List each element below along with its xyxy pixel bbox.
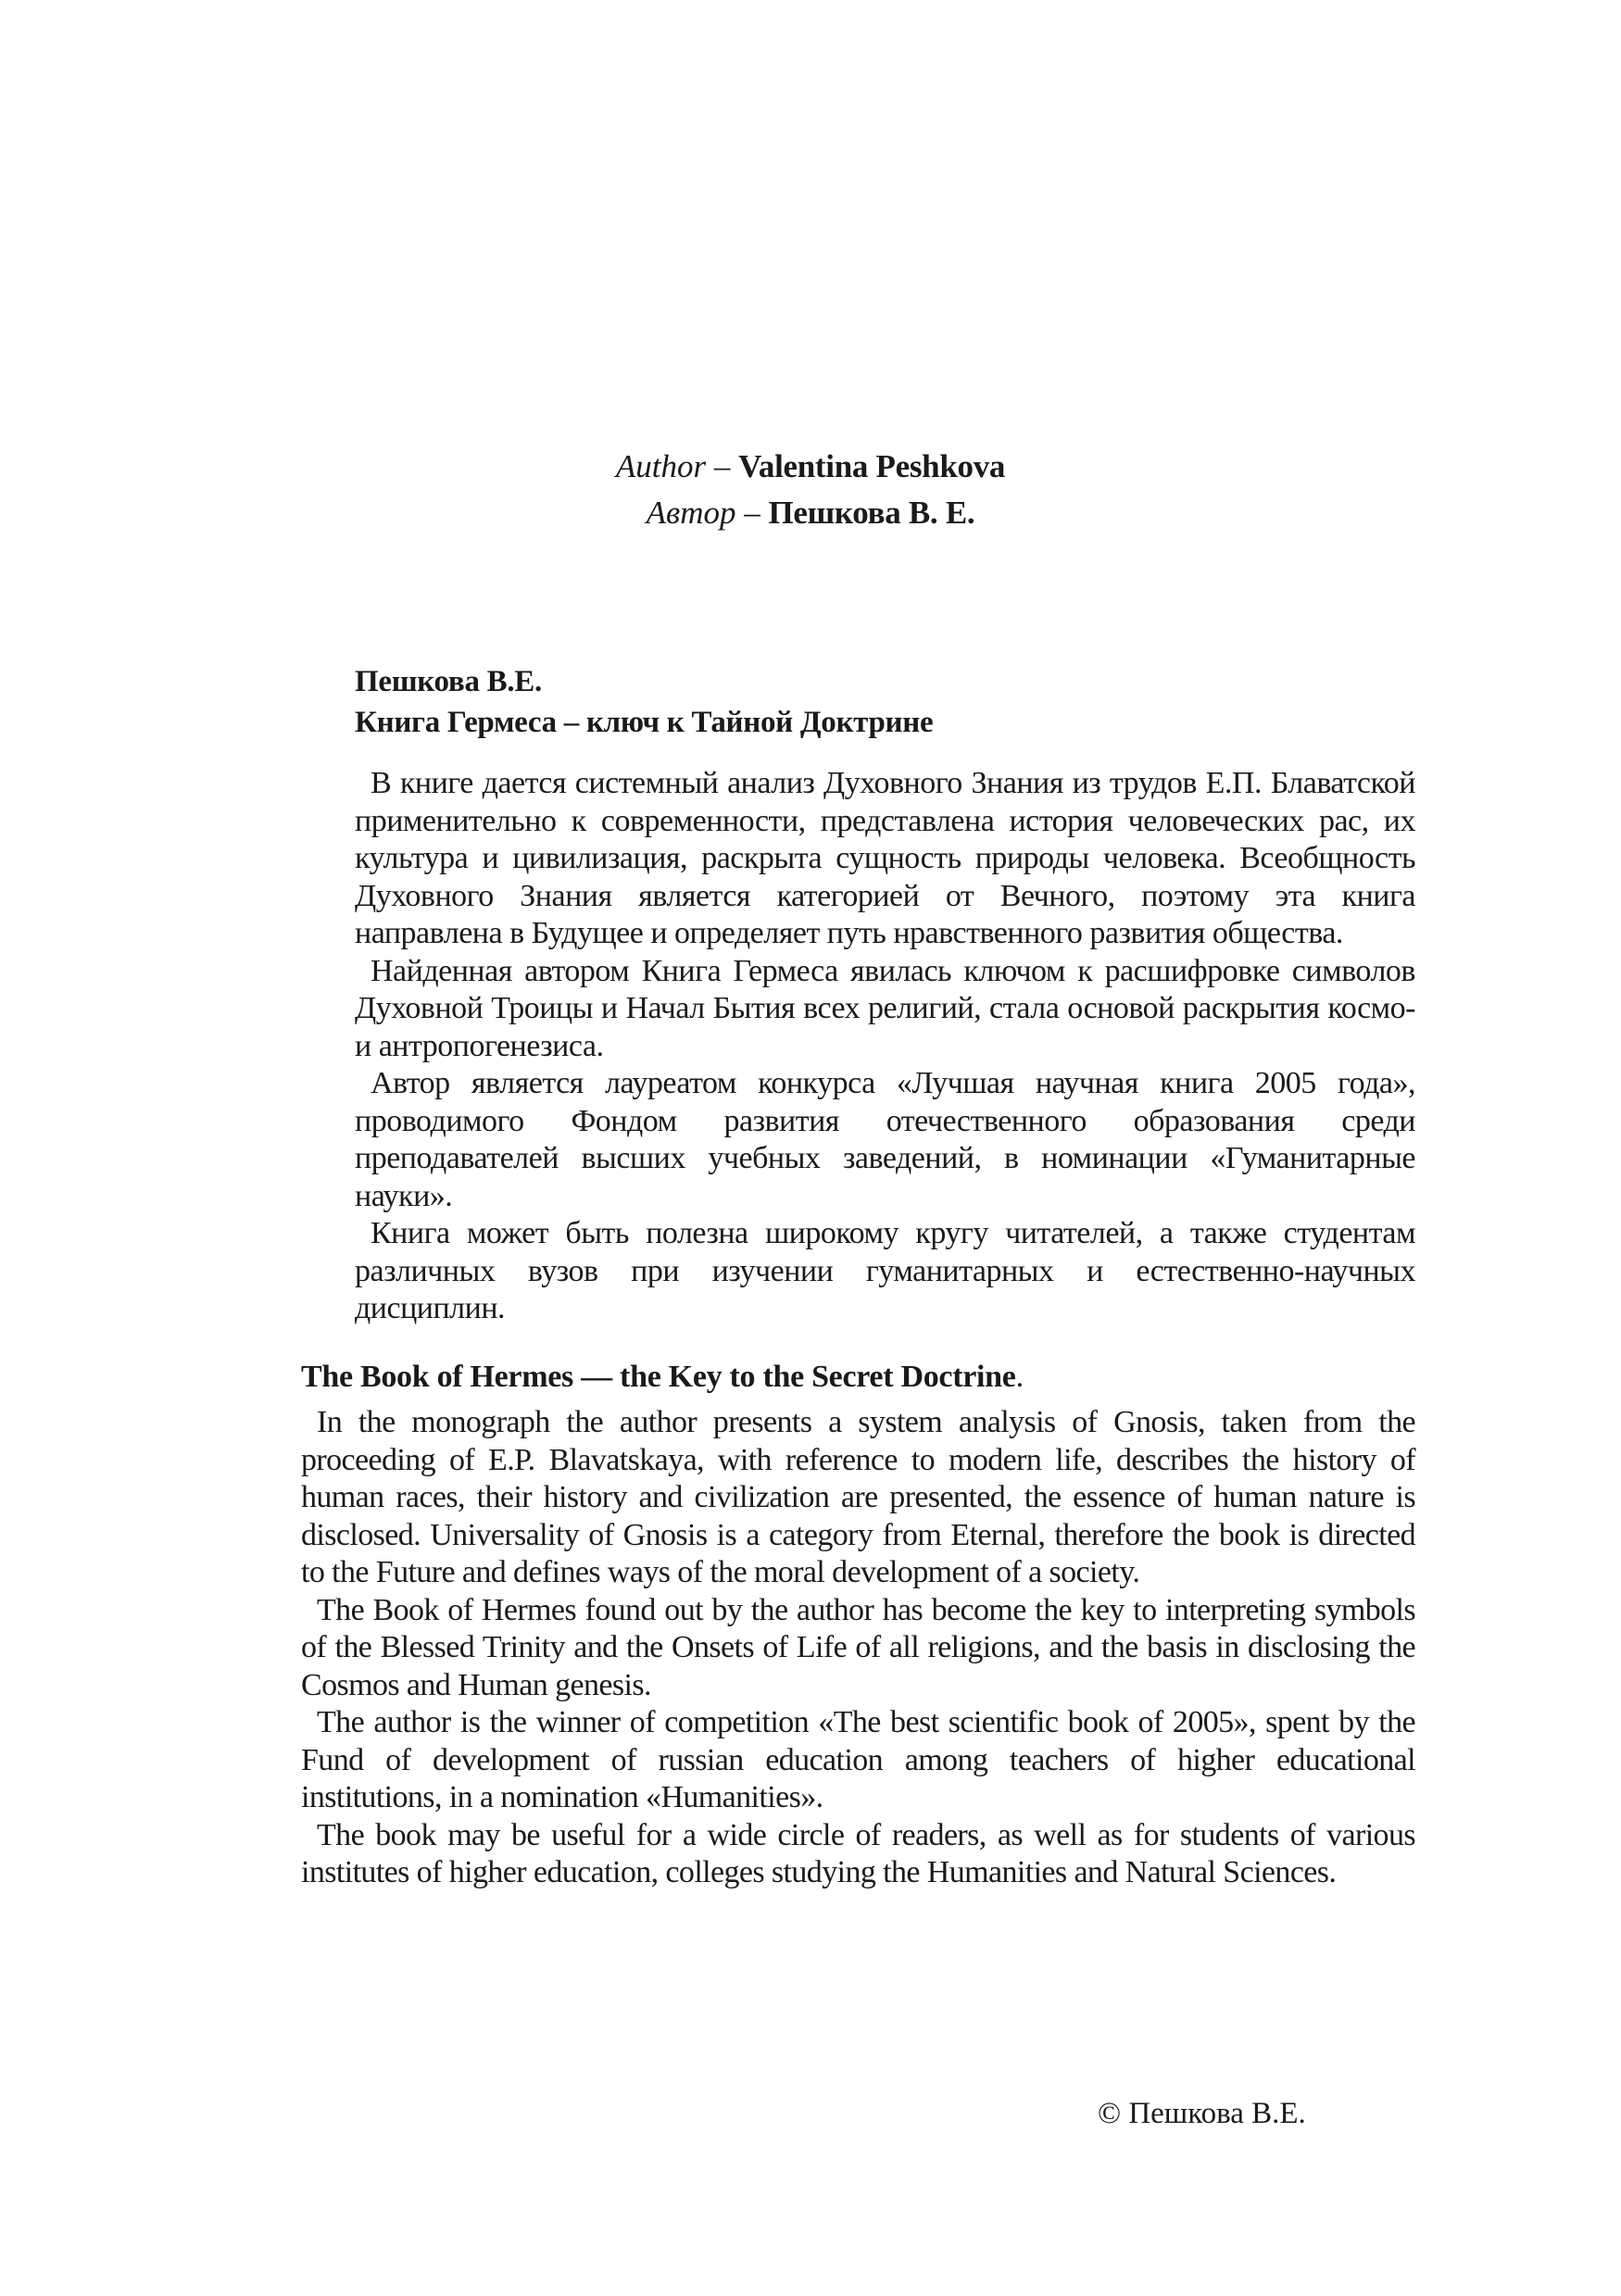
ru-heading-author: Пешкова В.Е. bbox=[355, 665, 542, 698]
author-line-english bbox=[0, 445, 1621, 489]
ru-paragraph-3: Автор является лауреатом конкурса «Лучшая научная книга 2005 года», проводимого Фондом развития отечественного образования среди преподавателей высших учебных заведений, в номинации «Гуманитарные науки». bbox=[355, 1066, 1415, 1213]
author-name-en: Valentina Peshkova bbox=[738, 448, 1006, 484]
author-dash-en: – bbox=[706, 448, 739, 484]
ru-paragraph-1: В книге дается системный анализ Духовного Знания из трудов Е.П. Блаватской применительно к современности, представлена история человеческих рас, их культура и цивилизация, раскрыта сущность природы человека. Всеобщность Духовного Знания является категорией от Вечного, поэтому эта книга направлена в Будущее и определяет путь нравственного развития общества. bbox=[355, 766, 1415, 950]
en-paragraph-2: The Book of Hermes found out by the author has become the key to interpreting symbols of the Blessed Trinity and the Onsets of Life of all religions, and the basis in disclosing the Cosmos and Human genesis. bbox=[301, 1592, 1415, 1702]
ru-paragraph-2: Найденная автором Книга Гермеса явилась ключом к расшифровке символов Духовной Троицы и Начал Бытия всех религий, стала основой раскрытия космо- и антропогенезиса. bbox=[355, 953, 1415, 1063]
en-paragraph-1: In the monograph the author presents a system analysis of Gnosis, taken from the proceeding of E.P. Blavatskaya, with reference to modern life, describes the history of human races, their history and civilization are presented, the essence of human nature is disclosed. Universality of Gnosis is a category from Eternal, therefore the book is directed to the Future and defines ways of the moral development of a society. bbox=[301, 1405, 1415, 1589]
author-role-en: Author bbox=[615, 448, 707, 484]
en-paragraph-4: The book may be useful for a wide circle of readers, as well as for students of various institutes of higher education, colleges studying the Humanities and Natural Sciences. bbox=[301, 1817, 1415, 1889]
author-line-russian bbox=[0, 491, 1621, 535]
en-paragraph-3: The author is the winner of competition «The best scientific book of 2005», spent by the Fund of development of russian education among teachers of higher educational institutions, in a nomination «Humanities». bbox=[301, 1705, 1415, 1814]
en-heading-period: . bbox=[1015, 1360, 1024, 1394]
author-dash-ru: – bbox=[735, 495, 769, 531]
en-abstract bbox=[301, 1404, 1415, 1892]
ru-heading bbox=[355, 661, 933, 743]
ru-paragraph-4: Книга может быть полезна широкому кругу читателей, а также студентам различных вузов при изучении гуманитарных и естественно-научных дисциплин. bbox=[355, 1216, 1415, 1325]
author-name-ru: Пешкова В. Е. bbox=[768, 495, 975, 531]
ru-heading-title: Книга Гермеса – ключ к Тайной Доктрине bbox=[355, 706, 934, 739]
author-role-ru: Автор bbox=[646, 495, 736, 531]
copyright-notice: © Пешкова В.Е. bbox=[1098, 2097, 1306, 2130]
en-heading-title: The Book of Hermes — the Key to the Secret Doctrine bbox=[301, 1360, 1016, 1394]
ru-abstract bbox=[355, 765, 1415, 1328]
en-heading bbox=[301, 1357, 1024, 1398]
